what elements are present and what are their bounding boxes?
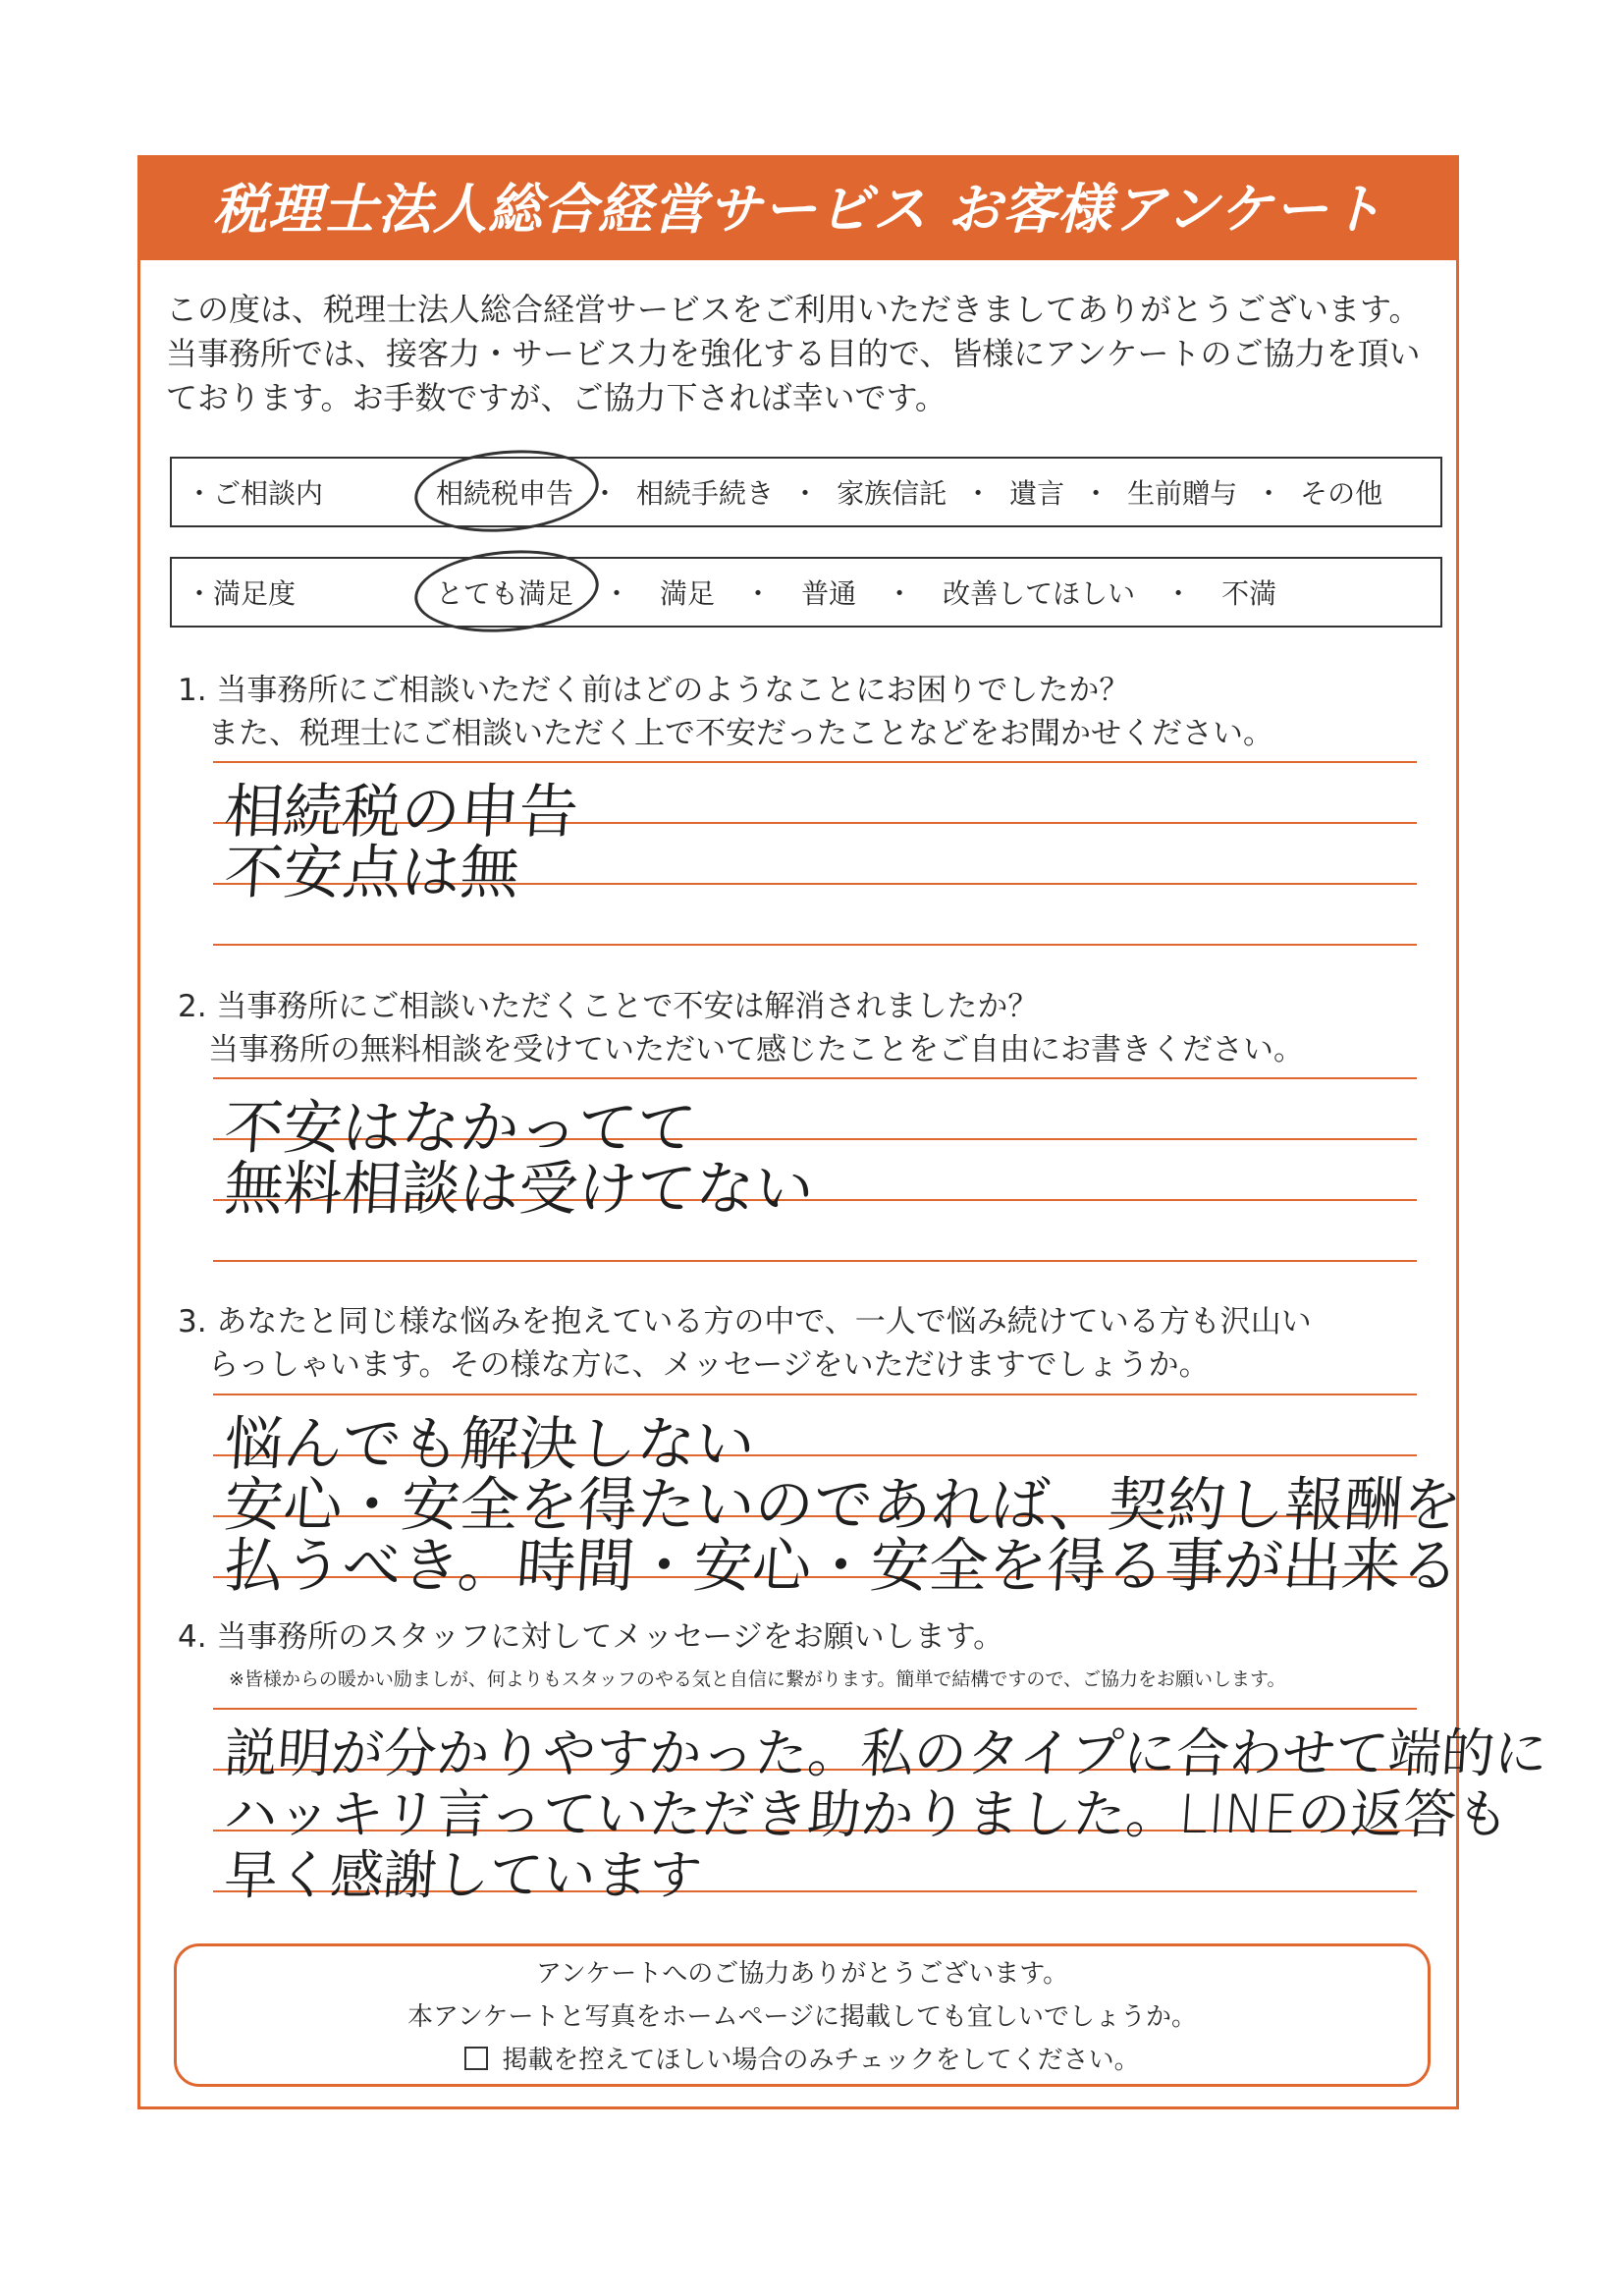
answer-4-line: 早く感謝しています [222, 1844, 704, 1906]
question-3: 3. あなたと同じ様な悩みを抱えている方の中で、一人で悩み続けている方も沢山い らっしゃいます。その様な方に、メッセージをいただけますでしょうか。 [178, 1304, 1312, 1383]
answer-2-line: 不安はなかってて [222, 1094, 699, 1163]
answer-2-line: 無料相談は受けてない [222, 1155, 817, 1224]
consult-option[interactable]: 相続税申告 [436, 472, 573, 512]
consult-label: ・ご相談内 [186, 477, 324, 510]
footer-checkbox-row [177, 2039, 1428, 2082]
answer-1-line: 相続税の申告 [222, 778, 581, 847]
satisfaction-box: ・満足度 とても満足 ・ 満足 ・ 普通 ・ 改善してほしい ・ 不満 [170, 557, 1442, 628]
satisfaction-option[interactable]: とても満足 [436, 573, 573, 612]
footer-thanks: アンケートへのご協力ありがとうございます。 [535, 1959, 1069, 1989]
answer-3-line: 払うべき。時間・安心・安全を得る事が出来る [222, 1532, 1462, 1601]
checkbox-label: 掲載を控えてほしい場合のみチェックをしてください。 [502, 2046, 1140, 2075]
satisfaction-option[interactable]: 満足 [660, 577, 716, 610]
satisfaction-label: ・満足度 [186, 577, 297, 610]
intro-text: この度は、税理士法人総合経営サービスをご利用いただきましてありがとうございます。 当事務所では、接客力・サービス力を強化する目的で、皆様にアンケートのご協力を頂い ております。お手数ですが、ご協力下されば幸いです。 [166, 291, 1421, 416]
consult-option[interactable]: 遺言 [1009, 477, 1065, 510]
answer-4-line: 説明が分かりやすかった。私のタイプに合わせて端的に [222, 1722, 1550, 1784]
survey-sheet [137, 155, 1550, 2109]
question-1: 1. 当事務所にご相談いただく前はどのようなことにお困りでしたか？ また、税理士にご相談いただく上で不安だったことなどをお聞かせください。 [178, 673, 1273, 751]
consult-option[interactable]: 生前贈与 [1127, 477, 1238, 510]
footer-box [174, 1943, 1431, 2087]
satisfaction-option[interactable]: 改善してほしい [943, 577, 1136, 610]
answer-3-line: 安心・安全を得たいのであれば、契約し報酬を [222, 1471, 1465, 1540]
answer-1-line: 不安点は無 [222, 839, 522, 907]
consult-option[interactable]: 相続手続き [636, 477, 775, 510]
answer-4-line: ハッキリ言っていただき助かりました。LINEの返答も [222, 1783, 1512, 1845]
satisfaction-option[interactable]: 不満 [1221, 577, 1277, 610]
consult-option[interactable]: 家族信託 [837, 477, 947, 510]
consult-option[interactable]: その他 [1300, 477, 1383, 510]
question-4: 4. 当事務所のスタッフに対してメッセージをお願いします。 [178, 1619, 1004, 1655]
survey-title: 税理士法人総合経営サービス お客様アンケート [140, 158, 1456, 260]
question-2: 2. 当事務所にご相談いただくことで不安は解消されましたか？ 当事務所の無料相談を受けていただいて感じたことをご自由にお書きください。 [178, 989, 1304, 1067]
satisfaction-option[interactable]: 普通 [801, 577, 857, 610]
answer-3-line: 悩んでも解決しない [222, 1410, 758, 1479]
question-4-note: ※皆様からの暖かい励ましが、何よりもスタッフのやる気と自信に繋がります。簡単で結構ですので、ご協力をお願いします。 [229, 1668, 1286, 1690]
footer-question: 本アンケートと写真をホームページに掲載しても宜しいでしょうか。 [407, 2002, 1197, 2032]
consent-checkbox[interactable] [464, 2047, 488, 2070]
consult-box: ・ご相談内 相続税申告 ・ 相続手続き ・ 家族信託 ・ 遺言 ・ 生前贈与 ・ その他 [170, 457, 1442, 527]
